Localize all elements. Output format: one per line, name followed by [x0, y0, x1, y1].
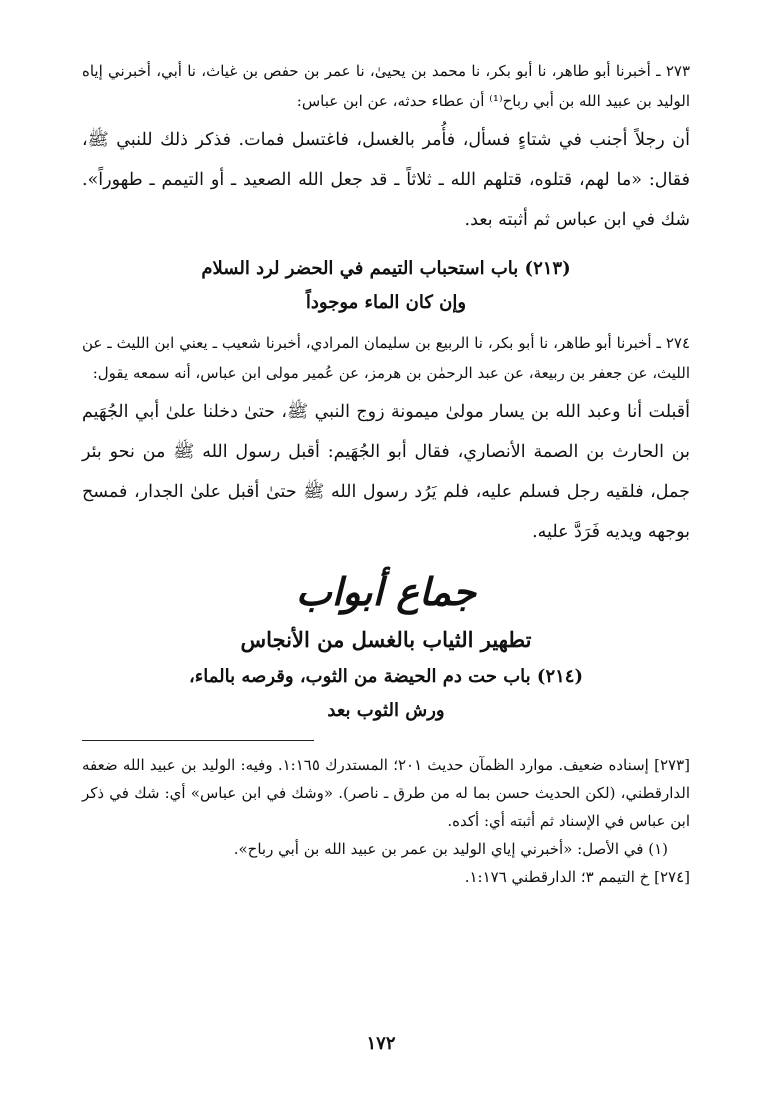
page-number: ١٧٢	[366, 1033, 396, 1054]
footnote-1: (١) في الأصل: «أخبرني إياي الوليد بن عمر بن عبيد الله بن أبي رباح».	[233, 840, 668, 858]
jima-abwab-calligraphy: جماع أبواب	[295, 569, 477, 614]
hadith-273-matn: أن رجلاً أجنب في شتاءٍ فسأل، فأُمر بالغسل، فاغتسل فمات. فذكر ذلك للنبي ﷺ، فقال: «ما لهم، قتلوه، قتلهم الله ـ ثلاثاً ـ قد جعل الله الصعيد ـ أو التيمم ـ طهوراً». شك في ابن عباس ثم أثبته بعد.	[82, 130, 690, 230]
bab-214-title-line1: (٢١٤) باب حت دم الحيضة من الثوب، وقرصه بالماء،	[188, 666, 583, 687]
hadith-273-isnad: ٢٧٣ ـ أخبرنا أبو طاهر، نا أبو بكر، نا محمد بن يحيىٰ، نا عمر بن حفص بن غياث، نا أبي، أخبرني إياه الوليد بن عبيد الله بن أبي رباح⁽¹⁾ أن عطاء حدثه، عن ابن عباس:	[82, 62, 690, 110]
footnotes	[82, 751, 690, 891]
bab-213-title-line2: وإن كان الماء موجوداً	[305, 292, 467, 313]
footnote-273: [٢٧٣] إسناده ضعيف. موارد الظمآن حديث ٢٠١؛ المستدرك ١:١٦٥. وفيه: الوليد بن عبيد الله ضعفه الدارقطني، (لكن الحديث حسن بما له من طرق ـ ناصر). «وشك في ابن عباس» أي: شك في ذكر ابن عباس في الإسناد ثم أثبته أي: أكده.	[82, 756, 690, 830]
footnote-divider	[82, 740, 314, 741]
hadith-274-isnad: ٢٧٤ ـ أخبرنا أبو طاهر، نا أبو بكر، نا الربيع بن سليمان المرادي، أخبرنا شعيب ـ يعني ابن الليث ـ عن الليث، عن جعفر بن ربيعة، عن عبد الرحمٰن بن هرمز، عن عُمير مولى ابن عباس، أنه سمعه يقول:	[82, 334, 690, 382]
section-title: تطهير الثياب بالغسل من الأنجاس	[240, 627, 532, 652]
footnote-274: [٢٧٤] خ التيمم ٣؛ الدارقطني ١:١٧٦.	[464, 868, 690, 886]
bab-213-title-line1: (٢١٣) باب استحباب التيمم في الحضر لرد السلام	[201, 258, 571, 279]
hadith-274-matn: أقبلت أنا وعبد الله بن يسار مولىٰ ميمونة زوج النبي ﷺ، حتىٰ دخلنا علىٰ أبي الجُهَيم بن الحارث بن الصمة الأنصاري، فقال أبو الجُهَيم: أقبل رسول الله ﷺ من نحو بئر جمل، فلقيه رجل فسلم عليه، فلم يَرُد رسول الله ﷺ حتىٰ أقبل علىٰ الجدار، فمسح بوجهه ويديه فَرَدَّ عليه.	[82, 402, 690, 542]
bab-214-title-line2: ورش الثوب بعد	[327, 700, 445, 721]
spacer	[82, 320, 690, 328]
spacer	[82, 240, 690, 252]
